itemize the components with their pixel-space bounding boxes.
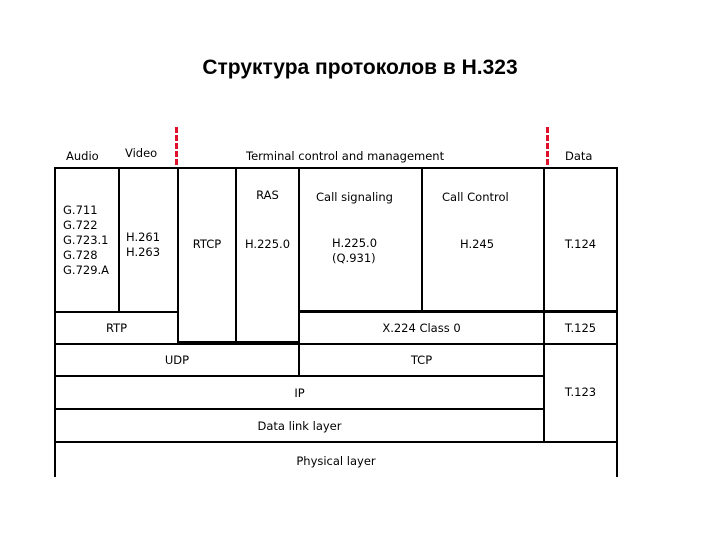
call-signaling-box [298, 167, 423, 312]
udp-box [54, 343, 300, 377]
call-signaling-label: Call signaling [316, 190, 393, 204]
header-data: Data [565, 149, 593, 163]
x224-box [298, 311, 545, 345]
header-audio: Audio [66, 149, 99, 163]
ip-label: IP [294, 386, 305, 400]
ras-protocol: H.225.0 [244, 237, 291, 251]
audio-codecs-list [63, 203, 109, 278]
ras-label: RAS [256, 188, 279, 202]
tcp-label: TCP [410, 353, 433, 367]
video-codecs-box [118, 167, 179, 313]
rtp-label: RTP [105, 321, 128, 335]
physical-box [54, 441, 618, 477]
codec-h263: H.263 [126, 245, 161, 259]
datalink-label: Data link layer [257, 419, 342, 433]
separator-left [175, 127, 178, 165]
t125-label: T.125 [564, 321, 597, 335]
audio-codecs-box [54, 167, 120, 313]
rtcp-box [177, 167, 237, 343]
call-control-box [421, 167, 545, 312]
udp-label: UDP [164, 353, 190, 367]
ras-box [235, 167, 300, 343]
tcp-box [298, 343, 545, 377]
t123-box [543, 343, 618, 443]
t124-label: T.124 [564, 237, 597, 251]
codec-g711: G.711 [63, 203, 98, 217]
codec-h261: H.261 [126, 230, 161, 244]
video-codecs-list [126, 230, 160, 260]
codec-g722: G.722 [63, 218, 98, 232]
t125-box [543, 311, 618, 345]
codec-g728: G.728 [63, 248, 98, 262]
header-video: Video [125, 146, 158, 160]
rtp-box [54, 311, 179, 345]
h245-label: H.245 [460, 237, 495, 251]
t124-box [543, 167, 618, 312]
h2250-label: H.225.0 [332, 236, 378, 250]
separator-right [546, 127, 549, 165]
call-control-label: Call Control [442, 190, 509, 204]
page-title: Структура протоколов в H.323 [202, 56, 518, 79]
rtcp-label: RTCP [192, 237, 222, 251]
codec-g7231: G.723.1 [63, 233, 109, 247]
q931-label: (Q.931) [332, 251, 376, 265]
header-terminal-control: Terminal control and management [246, 149, 445, 163]
x224-label: X.224 Class 0 [382, 321, 461, 335]
call-signaling-protocol [332, 236, 377, 266]
codec-g729a: G.729.A [63, 263, 110, 277]
physical-label: Physical layer [296, 454, 376, 468]
t123-label: T.123 [564, 385, 597, 399]
ip-box [54, 375, 545, 410]
datalink-box [54, 408, 545, 443]
